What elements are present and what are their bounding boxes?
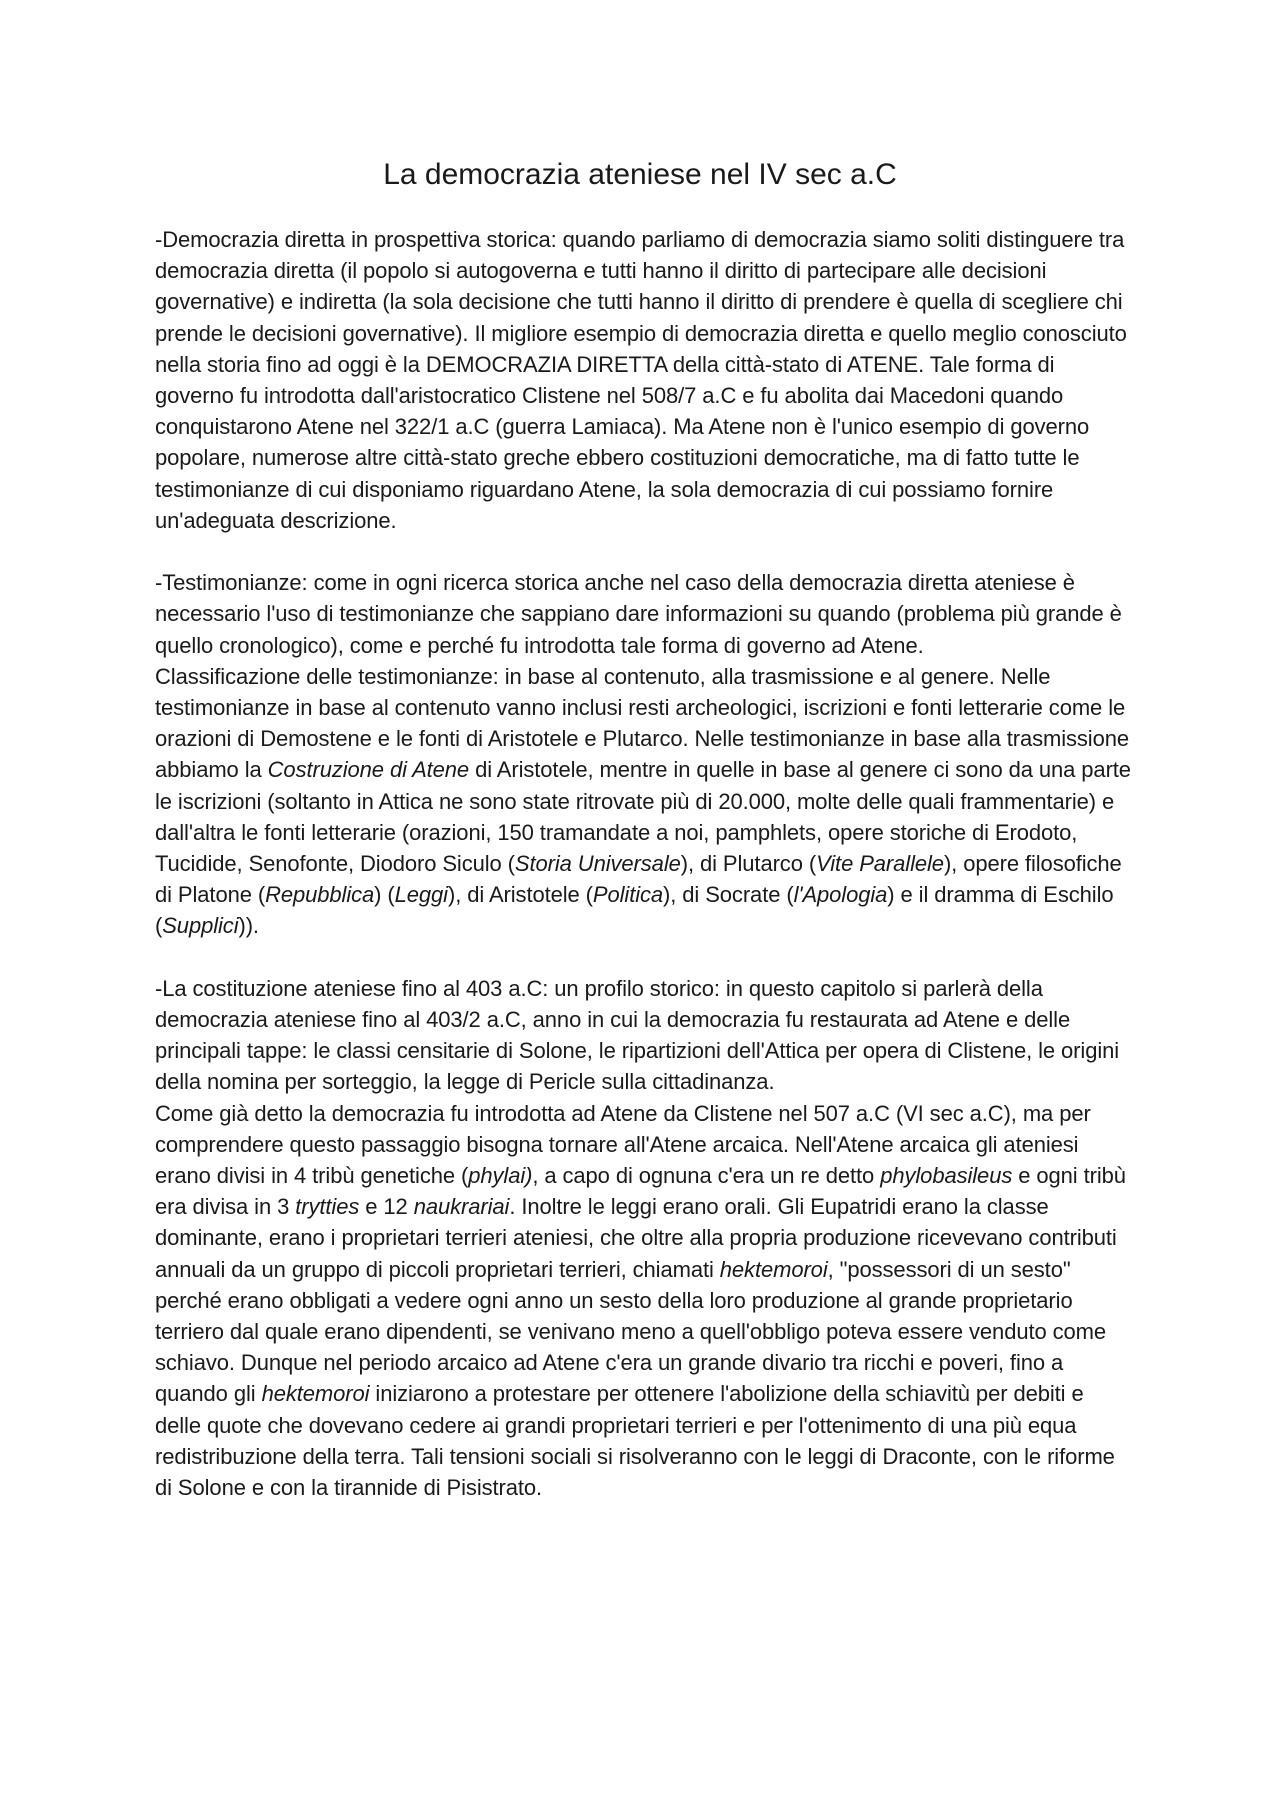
section-testimonianze <box>155 567 1135 941</box>
italic-term: phylobasileus <box>880 1163 1013 1189</box>
text-run: ) ( <box>374 882 395 908</box>
italic-title: Vite Parallele <box>816 851 944 877</box>
text-run: iniziarono a protestare per ottenere l'abolizione della schiavitù per debiti e delle quote che dovevano cedere ai grandi proprietari terrieri e per l'ottenimento di una più equa redistribuzione della terra. Tali tensioni sociali si risolveranno con le leggi di Draconte, con le riforme di Solone e con la tirannide di Pisistrato. <box>155 1381 1115 1501</box>
text-run: , a capo di ognuna c'era un re detto <box>532 1163 881 1189</box>
text-run: e 12 <box>359 1194 414 1220</box>
italic-term: phylai) <box>468 1163 533 1189</box>
italic-title: Costruzione di Atene <box>267 757 470 783</box>
italic-title: Leggi <box>394 882 448 908</box>
text-run: , "possessori di un sesto" perché erano obbligati a vedere ogni anno un sesto della loro produzione al grande proprietario terriero dal quale erano dipendenti, se venivano meno a quell'obbligo poteva essere venduto come schiavo. Dunque nel periodo arcaico ad Atene c'era un grande divario tra ricchi e poveri, fino a quando gli <box>155 1256 1107 1407</box>
text-run: )). <box>238 913 259 939</box>
text-run: Classificazione delle testimonianze: in base al contenuto, alla trasmissione e al genere. Nelle testimonianze in base al contenuto vanno inclusi resti archeologici, iscrizioni e fonti letterarie come le orazioni di Demostene e le fonti di Aristotele e Plutarco. Nelle testimonianze in base alla trasmissione abbiamo la <box>155 663 1129 783</box>
italic-title: l'Apologia <box>793 882 888 908</box>
text-run: ), di Plutarco ( <box>680 851 817 877</box>
text-run: e ogni tribù era divisa in 3 <box>155 1163 1126 1220</box>
text-run: di Aristotele, mentre in quelle in base al genere ci sono da una parte le iscrizioni (soltanto in Attica ne sono state ritrovate più di 20.000, molte delle quali frammentarie) e dall'altra le fonti letterarie (orazioni, 150 tramandate a noi, pamphlets, opere storiche di Erodoto, Tucidide, Senofonte, Diodoro Siculo ( <box>155 757 1131 877</box>
paragraph: -Testimonianze: come in ogni ricerca storica anche nel caso della democrazia diretta ateniese è necessario l'uso di testimonianze che sappiano dare informazioni su quando (problema più grande è quello cronologico), come e perché fu introdotta tale forma di governo ad Atene. <box>155 570 1122 658</box>
text-run: ), di Socrate ( <box>663 882 794 908</box>
italic-title: Storia Universale <box>514 851 681 877</box>
paragraph: -La costituzione ateniese fino al 403 a.C: un profilo storico: in questo capitolo si parlerà della democrazia ateniese fino al 403/2 a.C, anno in cui la democrazia fu restaurata ad Atene e delle principali tappe: le classi censitarie di Solone, le ripartizioni dell'Attica per opera di Clistene, le origini della nomina per sorteggio, la legge di Pericle sulla cittadinanza. <box>155 975 1120 1095</box>
italic-title: Supplici <box>162 913 239 939</box>
section-democrazia-diretta <box>155 224 1135 536</box>
paragraph: -Democrazia diretta in prospettiva storica: quando parliamo di democrazia siamo soliti distinguere tra democrazia diretta (il popolo si autogoverna e tutti hanno il diritto di partecipare alle decisioni governative) e indiretta (la sola decisione che tutti hanno il diritto di prendere è quella di scegliere chi prende le decisioni governative). Il migliore esempio di democrazia diretta e quello meglio conosciuto nella storia fino ad oggi è la DEMOCRAZIA DIRETTA della città-stato di ATENE. Tale forma di governo fu introdotta dall'aristocratico Clistene nel 508/7 a.C e fu abolita dai Macedoni quando conquistarono Atene nel 322/1 a.C (guerra Lamiaca). Ma Atene non è l'unico esempio di governo popolare, numerose altre città-stato greche ebbero costituzioni democratiche, ma di fatto tutte le testimonianze di cui disponiamo riguardano Atene, la sola democrazia di cui possiamo fornire un'adeguata descrizione. <box>155 227 1127 533</box>
section-costituzione <box>155 973 1135 1503</box>
document-body <box>155 224 1135 1534</box>
document-title: La democrazia ateniese nel IV sec a.C <box>383 158 897 191</box>
italic-term: trytties <box>295 1194 360 1220</box>
text-run: ), di Aristotele ( <box>447 882 593 908</box>
italic-title: Repubblica <box>265 882 375 908</box>
text-run: . Inoltre le leggi erano orali. Gli Eupatridi erano la classe dominante, erano i proprietari terrieri ateniesi, che oltre alla propria produzione ricevevano contributi annuali da un gruppo di piccoli proprietari terrieri, chiamati <box>155 1194 1117 1282</box>
italic-term: hektemoroi <box>261 1381 370 1407</box>
italic-term: hektemoroi <box>719 1256 828 1282</box>
text-run: ) e il dramma di Eschilo ( <box>155 882 1114 939</box>
italic-term: naukrariai <box>413 1194 510 1220</box>
paragraph-atene-arcaica <box>155 1098 1135 1504</box>
text-run: Come già detto la democrazia fu introdotta ad Atene da Clistene nel 507 a.C (VI sec a.C), ma per comprendere questo passaggio bisogna tornare all'Atene arcaica. Nell'Atene arcaica gli ateniesi erano divisi in 4 tribù genetiche ( <box>155 1100 1091 1189</box>
paragraph-classificazione <box>155 661 1135 942</box>
text-run: ), opere filosofiche di Platone ( <box>155 851 1122 908</box>
italic-title: Politica <box>592 882 664 908</box>
